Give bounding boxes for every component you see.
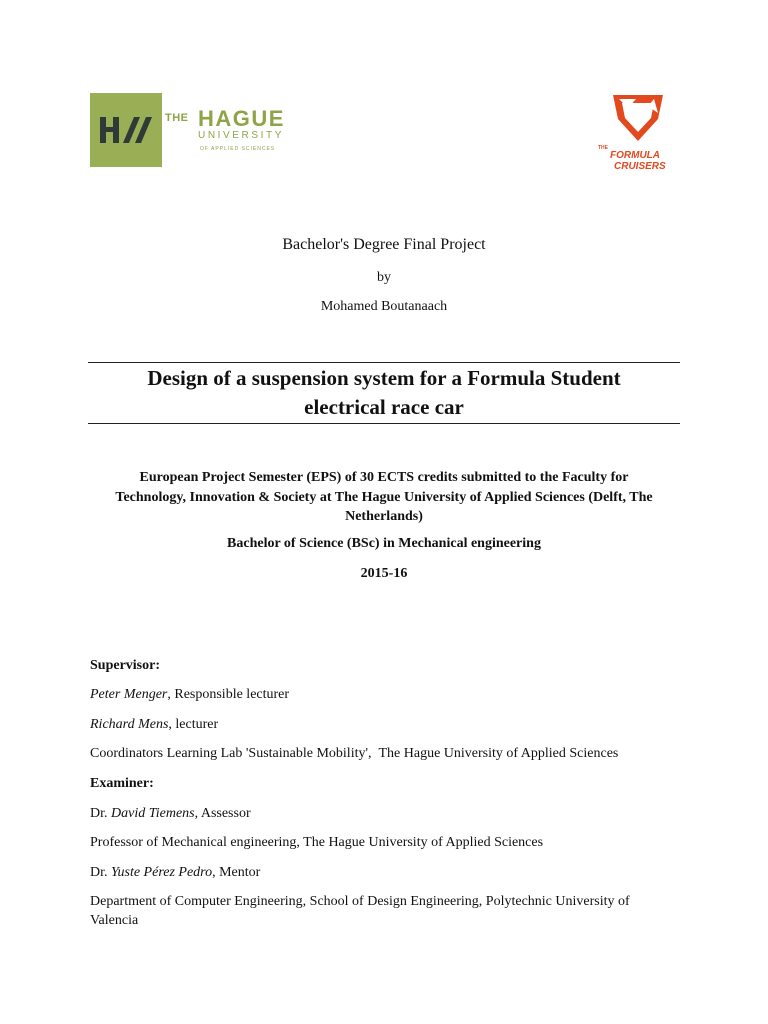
supervisor-1 bbox=[90, 685, 690, 704]
examiner-2 bbox=[90, 863, 690, 882]
examiner-heading: Examiner: bbox=[90, 776, 154, 791]
examiner-1-name: David Tiemens bbox=[111, 806, 195, 821]
title-line-1: Design of a suspension system for a Formula Student bbox=[147, 366, 621, 390]
academic-year: 2015-16 bbox=[360, 566, 408, 581]
fc-cruisers-label: CRUISERS bbox=[614, 161, 666, 172]
examiner-2-affiliation bbox=[90, 892, 690, 930]
examiner-1-prefix: Dr. bbox=[90, 806, 111, 821]
coordinators-line: Coordinators Learning Lab 'Sustainable Mobility', The Hague University of Applied Sciences bbox=[90, 746, 619, 761]
hague-logo-mark bbox=[90, 93, 162, 167]
eps-line-2: Technology, Innovation & Society at The Hague University of Applied Sciences (Delft, The bbox=[115, 489, 653, 505]
fc-the-label: THE bbox=[598, 145, 608, 151]
examiner-2-name: Yuste Pérez Pedro bbox=[111, 865, 213, 880]
eps-description bbox=[90, 468, 678, 527]
supervisor-2-role: , lecturer bbox=[168, 717, 219, 732]
examiner-2-affiliation-line-2: Valencia bbox=[90, 913, 139, 928]
title-line-2: electrical race car bbox=[304, 395, 464, 419]
document-title bbox=[88, 364, 680, 422]
shield-icon bbox=[596, 91, 680, 147]
eps-line-3: Netherlands) bbox=[345, 509, 423, 524]
supervisor-1-role: , Responsible lecturer bbox=[167, 687, 290, 702]
examiner-2-prefix: Dr. bbox=[90, 865, 111, 880]
document-subtitle: Bachelor's Degree Final Project bbox=[282, 236, 486, 253]
examiner-1 bbox=[90, 804, 690, 823]
formula-cruisers-wordmark bbox=[598, 146, 680, 172]
author-name: Mohamed Boutanaach bbox=[320, 299, 448, 314]
examiner-1-role: , Assessor bbox=[194, 806, 251, 821]
hague-the-label: THE bbox=[165, 112, 189, 124]
hague-applied-label: OF APPLIED SCIENCES bbox=[200, 146, 276, 152]
hague-university-label: UNIVERSITY bbox=[198, 130, 285, 141]
supervisor-2-name: Richard Mens bbox=[90, 717, 169, 732]
title-bottom-rule bbox=[88, 423, 680, 424]
by-label: by bbox=[377, 270, 391, 285]
degree-label: Bachelor of Science (BSc) in Mechanical engineering bbox=[227, 536, 541, 551]
supervisor-2 bbox=[90, 715, 690, 734]
examiner-1-affiliation: Professor of Mechanical engineering, The Hague University of Applied Sciences bbox=[90, 835, 544, 850]
supervisor-1-name: Peter Menger bbox=[90, 687, 168, 702]
examiner-2-role: , Mentor bbox=[212, 865, 261, 880]
title-top-rule bbox=[88, 362, 680, 363]
hague-name-label: HAGUE bbox=[198, 106, 285, 131]
eps-line-1: European Project Semester (EPS) of 30 ECTS credits submitted to the Faculty for bbox=[139, 470, 629, 485]
hague-mark-icon bbox=[90, 93, 162, 167]
fc-formula-label: FORMULA bbox=[610, 150, 660, 161]
supervisor-heading: Supervisor: bbox=[90, 658, 160, 673]
examiner-2-affiliation-line-1: Department of Computer Engineering, School of Design Engineering, Polytechnic University of bbox=[90, 894, 630, 909]
